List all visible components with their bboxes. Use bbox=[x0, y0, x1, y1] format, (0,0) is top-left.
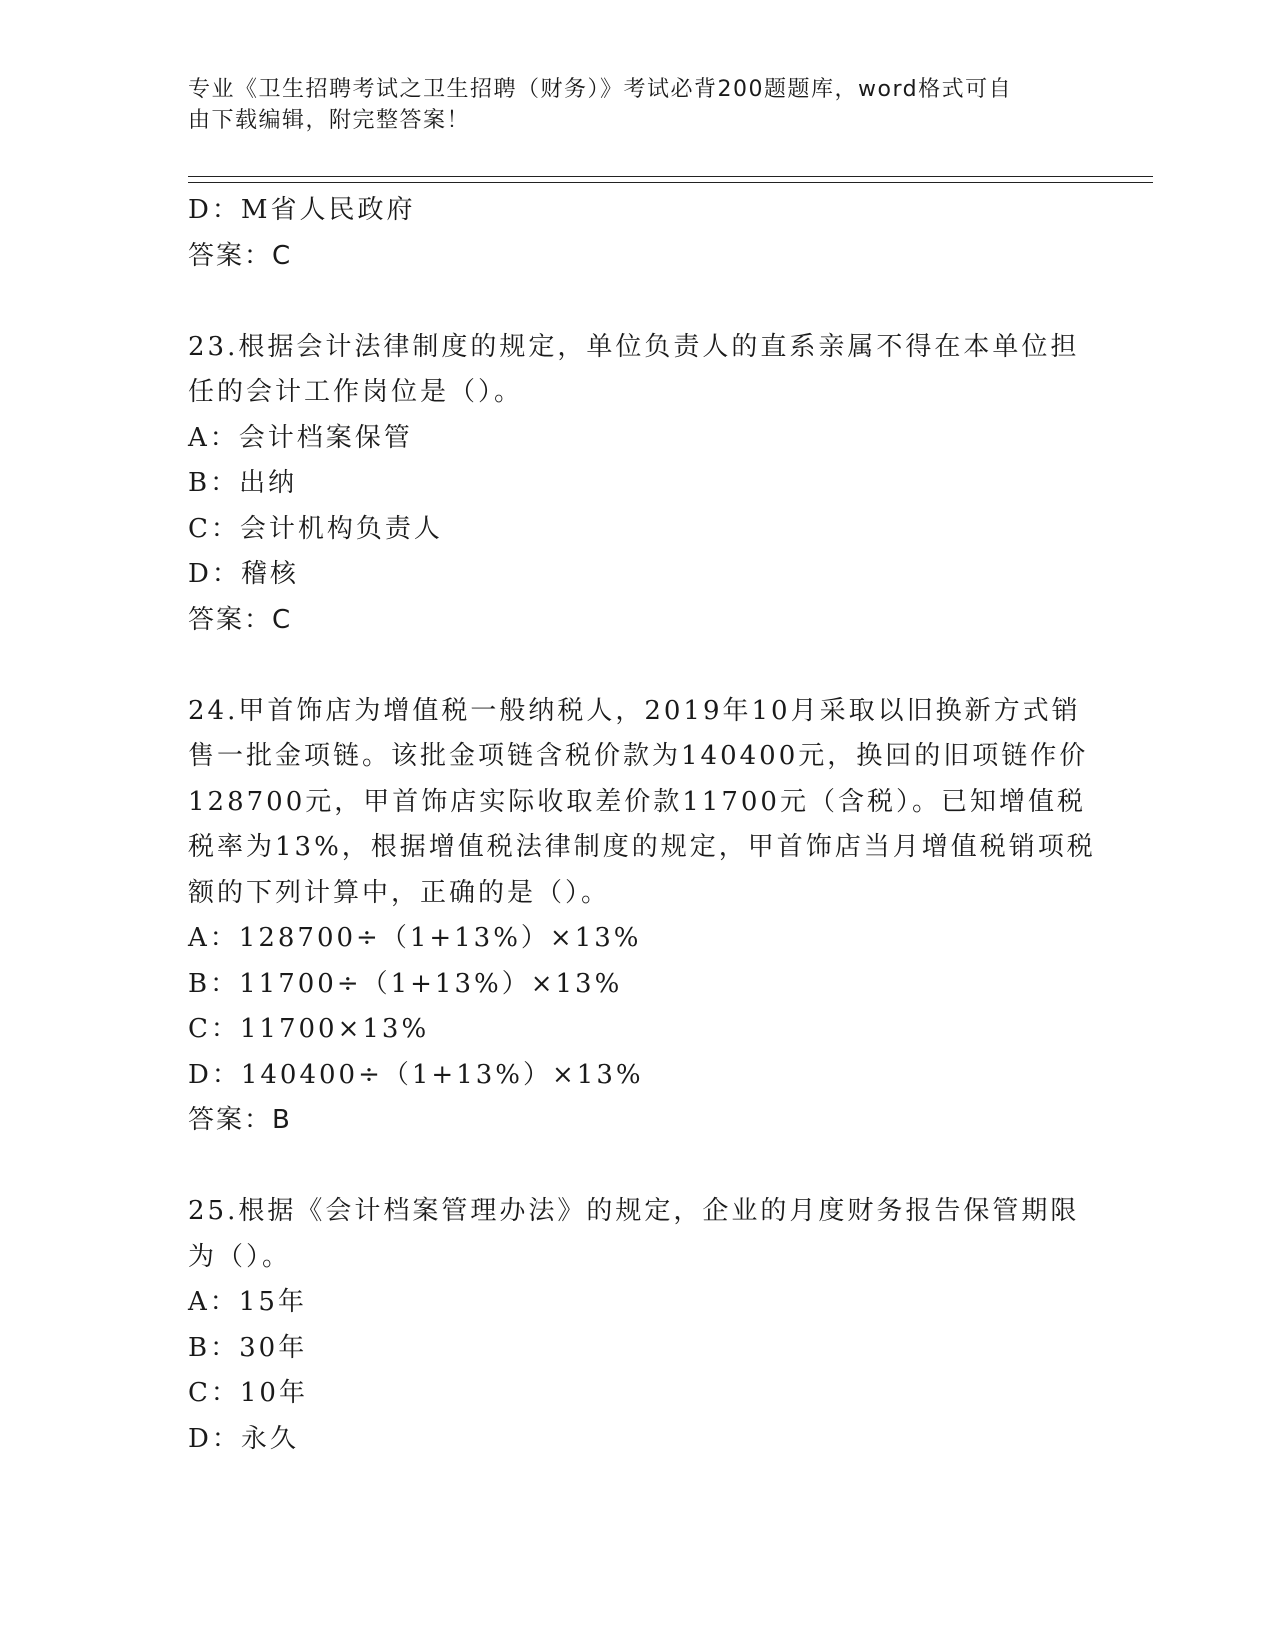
option-b: B：11700÷（1+13%）×13% bbox=[188, 968, 623, 999]
question-stem: 128700元，甲首饰店实际收取差价款11700元（含税）。已知增值税 bbox=[188, 786, 1086, 817]
question-stem: 任的会计工作岗位是（）。 bbox=[188, 377, 524, 407]
question-24 bbox=[188, 689, 1096, 1144]
question-stem: 额的下列计算中，正确的是（）。 bbox=[188, 877, 611, 908]
answer: 答案：C bbox=[188, 604, 293, 635]
previous-question-tail bbox=[188, 188, 1088, 279]
question-stem: 25.根据《会计档案管理办法》的规定，企业的月度财务报告保管期限 bbox=[188, 1196, 1080, 1226]
option-b: B：出纳 bbox=[188, 468, 298, 498]
question-stem: 23.根据会计法律制度的规定，单位负责人的直系亲属不得在本单位担 bbox=[188, 331, 1080, 362]
question-stem: 售一批金项链。该批金项链含税价款为140400元，换回的旧项链作价 bbox=[188, 741, 1089, 771]
spacer bbox=[188, 643, 1088, 689]
header-divider-top bbox=[188, 176, 1153, 177]
option-d: D：稽核 bbox=[188, 559, 299, 589]
option-a: A：15年 bbox=[188, 1287, 307, 1317]
spacer bbox=[188, 1144, 1088, 1190]
header-divider-bottom bbox=[188, 182, 1153, 183]
spacer bbox=[188, 279, 1088, 325]
option-d: D：140400÷（1+13%）×13% bbox=[188, 1059, 644, 1090]
question-stem: 为（）。 bbox=[188, 1241, 292, 1272]
question-25 bbox=[188, 1189, 1088, 1462]
answer: 答案：B bbox=[188, 1105, 292, 1135]
question-stem: 税率为13%，根据增值税法律制度的规定，甲首饰店当月增值税销项税 bbox=[188, 832, 1096, 862]
question-stem: 24.甲首饰店为增值税一般纳税人，2019年10月采取以旧换新方式销 bbox=[188, 695, 1081, 726]
option-c: C：11700×13% bbox=[188, 1014, 430, 1044]
question-content bbox=[188, 188, 1096, 1462]
answer: 答案：C bbox=[188, 240, 293, 271]
option-c: C：10年 bbox=[188, 1378, 308, 1408]
document-header bbox=[188, 74, 1068, 136]
option-a: A：128700÷（1+13%）×13% bbox=[188, 923, 642, 953]
option-a: A：会计档案保管 bbox=[188, 422, 413, 453]
option-b: B：30年 bbox=[188, 1332, 308, 1363]
question-23 bbox=[188, 325, 1088, 644]
header-line-2: 由下载编辑，附完整答案！ bbox=[188, 108, 471, 133]
option-c: C：会计机构负责人 bbox=[188, 513, 443, 544]
option-d: D：M省人民政府 bbox=[188, 195, 416, 225]
header-line-1: 专业《卫生招聘考试之卫生招聘（财务）》考试必背200题题库，word格式可自 bbox=[188, 77, 1013, 102]
option-d: D：永久 bbox=[188, 1423, 299, 1454]
